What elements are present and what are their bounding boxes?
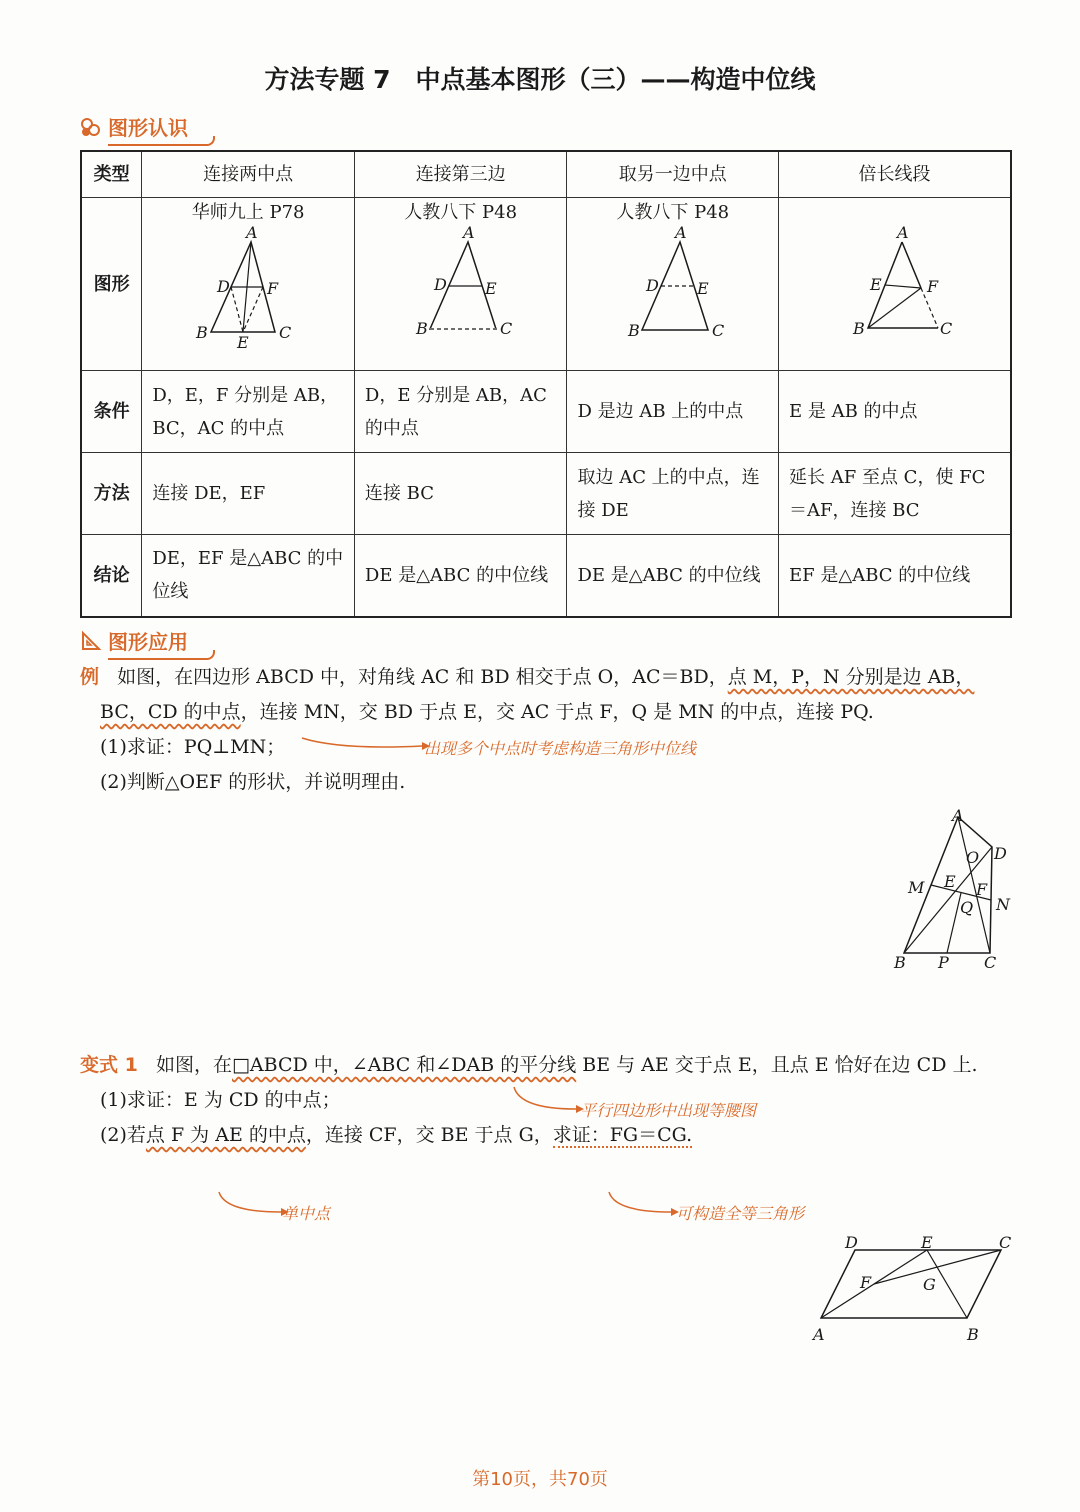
svg-text:Q: Q — [960, 898, 974, 917]
svg-text:F: F — [926, 277, 938, 296]
cubes-icon — [80, 116, 102, 138]
svg-text:B: B — [415, 319, 428, 338]
table-row-condition — [81, 371, 1011, 453]
table-cell: EF 是△ABC 的中位线 — [779, 535, 1011, 617]
svg-text:C: C — [939, 319, 952, 338]
example-label: 例 — [80, 666, 100, 688]
svg-text:B: B — [967, 1325, 979, 1344]
svg-text:E: E — [484, 279, 497, 298]
example-text: 如图，在四边形 ABCD 中，对角线 AC 和 BD 相交于点 O，AC＝BD， — [117, 666, 728, 688]
svg-text:F: F — [976, 880, 988, 899]
svg-text:C: C — [499, 319, 512, 338]
annotation-note: 单中点 — [282, 1204, 331, 1223]
page-footer: 第10页，共70页 — [472, 1469, 608, 1490]
svg-text:F: F — [267, 279, 279, 298]
svg-text:D: D — [845, 1233, 858, 1252]
table-cell: 取边 AC 上的中点，连接 DE — [567, 453, 779, 535]
svg-text:O: O — [966, 848, 980, 867]
svg-text:B: B — [627, 321, 640, 340]
svg-text:C: C — [999, 1233, 1012, 1252]
svg-text:B: B — [196, 323, 208, 342]
parallelogram-figure-variant — [805, 1230, 1020, 1350]
svg-text:A: A — [674, 224, 687, 242]
svg-text:P: P — [938, 953, 949, 972]
variant-highlight: □ABCD 中，∠ABC 和∠DAB 的平分线 — [231, 1054, 577, 1076]
annotation-note: 平行四边形中出现等腰图 — [580, 1101, 757, 1120]
triangle-ruler-icon — [80, 630, 102, 652]
svg-text:B: B — [852, 319, 865, 338]
quadrilateral-figure-example — [890, 805, 1020, 975]
svg-text:A: A — [896, 224, 909, 242]
example-question-2: (2)判断△OEF 的形状，并说明理由. — [100, 771, 406, 793]
svg-text:C: C — [984, 953, 997, 972]
section-heading-figure-recognition — [80, 112, 188, 141]
svg-text:B: B — [894, 953, 906, 972]
section-title: 图形认识 — [108, 116, 188, 140]
svg-text:D: D — [994, 844, 1007, 863]
annotation-note: 出现多个中点时考虑构造三角形中位线 — [424, 739, 697, 758]
svg-text:A: A — [462, 224, 475, 242]
variant-highlight: 求证：FG＝CG. — [552, 1124, 693, 1146]
example-text: ，连接 MN，交 BD 于点 E，交 AC 于点 F，Q 是 MN 的中点，连接 PQ. — [240, 701, 874, 723]
annotation-arrow — [510, 1085, 585, 1125]
variant-question-1: (1)求证：E 为 CD 的中点； — [100, 1089, 341, 1111]
variant-text: (2)若 — [100, 1124, 146, 1146]
section-heading-figure-application — [80, 626, 188, 655]
row-label: 条件 — [81, 371, 142, 453]
section-title: 图形应用 — [108, 630, 188, 654]
table-cell: 连接 BC — [354, 453, 567, 535]
annotation-note: 可构造全等三角形 — [676, 1204, 805, 1223]
figure-reference: 华师九上 P78 — [191, 202, 305, 223]
table-cell: 延长 AF 至点 C，使 FC ＝AF，连接 BC — [779, 453, 1011, 535]
triangle-figure-double-segment — [830, 224, 960, 349]
svg-text:M: M — [908, 878, 925, 897]
figure-table — [80, 150, 1012, 618]
annotation-arrow — [300, 730, 430, 760]
figure-cell — [142, 198, 355, 371]
row-label: 图形 — [81, 198, 142, 371]
svg-text:G: G — [923, 1275, 936, 1294]
header-cell: 倍长线段 — [779, 151, 1011, 198]
triangle-figure-midpoints — [183, 224, 313, 349]
figure-cell — [354, 198, 567, 371]
header-cell: 连接第三边 — [354, 151, 567, 198]
triangle-figure-other-midpoint — [608, 224, 738, 349]
annotation-arrow — [605, 1190, 680, 1230]
variant-text: ，连接 CF，交 BE 于点 G， — [305, 1124, 553, 1146]
table-cell: DE 是△ABC 的中位线 — [567, 535, 779, 617]
table-row-method — [81, 453, 1011, 535]
table-row-conclusion — [81, 535, 1011, 617]
figure-cell — [779, 198, 1011, 371]
table-cell: D 是边 AB 上的中点 — [567, 371, 779, 453]
figure-reference: 人教八下 P48 — [616, 202, 730, 223]
triangle-figure-third-side — [396, 224, 526, 349]
svg-text:D: D — [645, 276, 659, 295]
svg-text:A: A — [246, 224, 258, 242]
svg-text:A: A — [813, 1325, 825, 1344]
variant-text: 如图，在 — [155, 1054, 232, 1076]
svg-text:E: E — [869, 275, 882, 294]
example-question-1: (1)求证：PQ⊥MN； — [100, 736, 286, 758]
table-cell: DE，EF 是△ABC 的中位线 — [142, 535, 355, 617]
svg-text:E: E — [944, 872, 956, 891]
table-cell: 连接 DE，EF — [142, 453, 355, 535]
svg-text:N: N — [996, 895, 1010, 914]
figure-reference — [789, 202, 1000, 224]
table-header-row — [81, 151, 1011, 198]
svg-text:A: A — [952, 806, 964, 825]
example-problem — [80, 660, 1020, 800]
svg-text:D: D — [433, 275, 447, 294]
row-label: 结论 — [81, 535, 142, 617]
figure-reference: 人教八下 P48 — [404, 202, 518, 223]
variant-label: 变式 1 — [80, 1054, 138, 1076]
table-cell: E 是 AB 的中点 — [779, 371, 1011, 453]
page-title: 方法专题 7 中点基本图形（三）——构造中位线 — [264, 65, 816, 94]
svg-text:E: E — [237, 333, 249, 349]
table-cell: D，E 分别是 AB，AC 的中点 — [354, 371, 567, 453]
header-cell: 类型 — [81, 151, 142, 198]
table-row-figure — [81, 198, 1011, 371]
variant-text: BE 与 AE 交于点 E，且点 E 恰好在边 CD 上. — [576, 1054, 978, 1076]
table-cell: DE 是△ABC 的中位线 — [354, 535, 567, 617]
svg-text:D: D — [217, 277, 230, 296]
header-cell: 连接两中点 — [142, 151, 355, 198]
header-cell: 取另一边中点 — [567, 151, 779, 198]
row-label: 方法 — [81, 453, 142, 535]
svg-text:C: C — [711, 321, 724, 340]
svg-text:C: C — [279, 323, 292, 342]
figure-cell — [567, 198, 779, 371]
annotation-arrow — [215, 1190, 290, 1230]
svg-text:F: F — [860, 1273, 872, 1292]
example-highlight: 点 M，P，N 分别是边 AB，BC，CD 的中点 — [100, 666, 975, 723]
svg-text:E: E — [696, 279, 709, 298]
variant-highlight: 点 F 为 AE 的中点 — [145, 1124, 306, 1146]
table-cell: D，E，F 分别是 AB，BC，AC 的中点 — [142, 371, 355, 453]
svg-text:E: E — [921, 1233, 933, 1252]
